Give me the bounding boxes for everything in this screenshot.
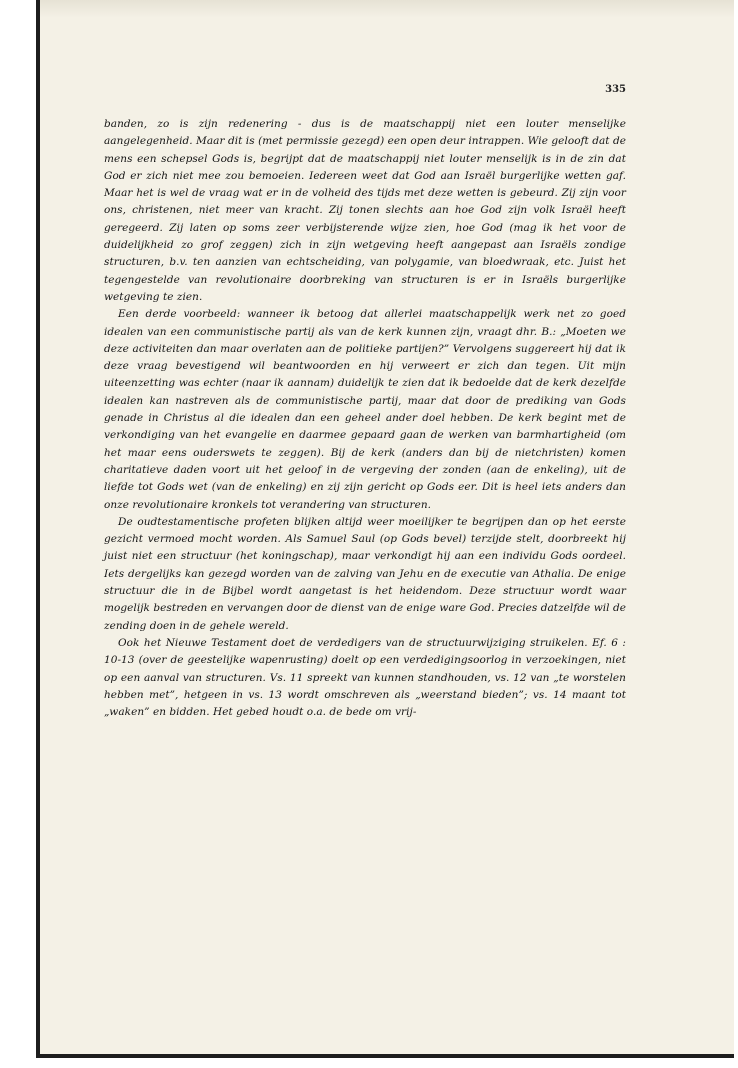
paragraph-new-testament: Ook het Nieuwe Testament doet de verdedigers van de structuurwijziging struikelen. Ef. 6 : 10-13 (over de geestelijke wapenrusting) doelt op een verdedigingsoorlog in verzoekingen, niet op een aanval van structuren. Vs. 11 spreekt van kunnen standhouden, vs. 12 van „te worstelen hebben met”, hetgeen in vs. 13 wordt omschreven als „weerstand bieden”; vs. 14 maant tot „waken” en bidden. Het gebed houdt o.a. de bede om vrij- [104, 636, 626, 719]
page-number: 335 [605, 84, 626, 95]
page-top-shadow [40, 0, 734, 18]
paragraph-continuation: banden, zo is zijn redenering - dus is de maatschappij niet een louter menselijke aangelegenheid. Maar dit is (met permissie gezegd) een open deur intrappen. Wie gelooft dat de mens een schepsel Gods is, begrijpt dat de maatschappij niet louter menselijk is in de zin dat God er zich niet mee zou bemoeien. Iedereen weet dat God aan Israël burgerlijke wetten gaf. Maar het is wel de vraag wat er in de volheid des tijds met deze wetten is gebeurd. Zij zijn voor ons, christenen, niet meer van kracht. Zij tonen slechts aan hoe God zijn volk Israël heeft geregeerd. Zij laten op soms zeer verbijsterende wijze zien, hoe God (mag ik het voor de duidelijkheid zo grof zeggen) zich in zijn wetgeving heeft aangepast aan Israëls zondige structuren, b.v. ten aanzien van echtscheiding, van polygamie, van bloedwraak, etc. Juist het tegengestelde van revolutionaire doorbreking van structuren is er in Israëls burgerlijke wetgeving te zien. [104, 118, 626, 303]
paragraph-prophets: De oudtestamentische profeten blijken altijd weer moeilijker te begrijpen dan op het eerste gezicht vermoed mocht worden. Als Samuel Saul (op Gods bevel) terzijde stelt, doorbreekt hij juist niet een structuur (het koningschap), maar verkondigt hij aan een individu Gods oordeel. Iets dergelijks kan gezegd worden van de zalving van Jehu en de executie van Athalia. De enige structuur die in de Bijbel wordt aangetast is het heidendom. Deze structuur wordt waar mogelijk bestreden en vervangen door de dienst van de enige ware God. Precies datzelfde wil de zending doen in de gehele wereld. [104, 515, 626, 632]
body-text [104, 116, 626, 721]
paragraph-third-example: Een derde voorbeeld: wanneer ik betoog dat allerlei maatschappelijk werk net zo goed idealen van een communistische partij als van de kerk kunnen zijn, vraagt dhr. B.: „Moeten we deze activiteiten dan maar overlaten aan de politieke partijen?” Vervolgens suggereert hij dat ik deze vraag bevestigend wil beantwoorden en hij verweert er zich dan tegen. Uit mijn uiteenzetting was echter (naar ik aannam) duidelijk te zien dat ik bedoelde dat de kerk dezelfde idealen kan nastreven als de communistische partij, maar dat door de prediking van Gods genade in Christus al die idealen dan een geheel ander doel hebben. De kerk begint met de verkondiging van het evangelie en daarmee gepaard gaan de werken van barmhartigheid (om het maar eens ouderswets te zeggen). Bij de kerk (anders dan bij de nietchristen) komen charitatieve daden voort uit het geloof in de vergeving der zonden (aan de enkeling), uit de liefde tot Gods wet (van de enkeling) en zij zijn gericht op Gods eer. Dit is heel iets anders dan onze revolutionaire kronkels tot verandering van structuren. [104, 308, 626, 511]
